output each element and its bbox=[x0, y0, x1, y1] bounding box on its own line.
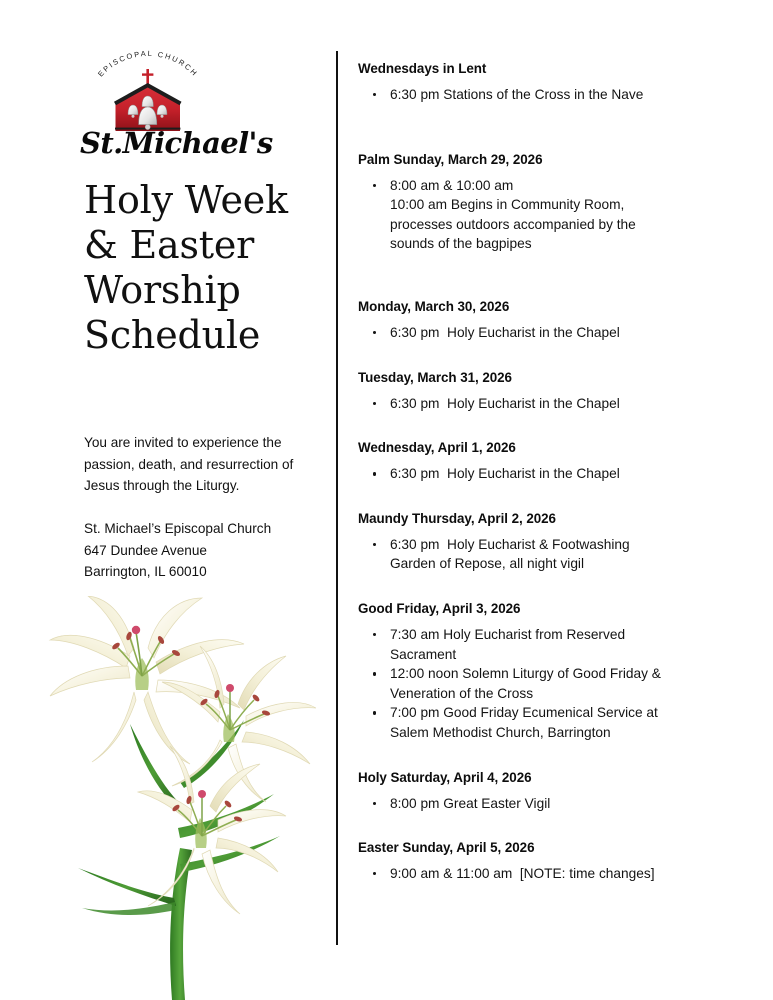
schedule-bullet-list bbox=[358, 394, 698, 414]
church-logo bbox=[78, 48, 273, 166]
schedule-bullet-line: Sacrament bbox=[390, 646, 457, 662]
schedule-bullet-list bbox=[358, 625, 698, 743]
vertical-divider bbox=[336, 51, 338, 945]
schedule-heading: Tuesday, March 31, 2026 bbox=[358, 369, 512, 385]
schedule-heading: Wednesday, April 1, 2026 bbox=[358, 440, 516, 456]
schedule-bullet-list bbox=[358, 323, 698, 343]
schedule-bullet-line: 6:30 pm Holy Eucharist in the Chapel bbox=[390, 324, 620, 340]
cross-icon bbox=[142, 69, 153, 85]
schedule-bullet-list bbox=[358, 464, 698, 484]
schedule-bullet-line: 7:00 pm Good Friday Ecumenical Service at bbox=[390, 705, 658, 721]
schedule-bullet-item bbox=[358, 394, 698, 414]
schedule-bullet-item bbox=[358, 864, 698, 884]
schedule-bullet-item bbox=[358, 176, 698, 254]
title-line-2: & Easter bbox=[84, 223, 255, 267]
schedule-bullet-item bbox=[358, 323, 698, 343]
schedule-bullet-line: 8:00 am & 10:00 am bbox=[390, 177, 514, 193]
schedule-section bbox=[358, 369, 698, 414]
leaf-1b bbox=[82, 902, 175, 915]
schedule-bullet-item bbox=[358, 535, 698, 574]
schedule-heading: Wednesdays in Lent bbox=[358, 61, 487, 76]
schedule-bullet-line: sounds of the bagpipes bbox=[390, 236, 532, 252]
schedule-bullet-item bbox=[358, 703, 698, 742]
schedule-bullet-line: 6:30 pm Holy Eucharist in the Chapel bbox=[390, 466, 620, 482]
title-line-1: Holy Week bbox=[84, 178, 288, 222]
schedule-section bbox=[358, 298, 698, 343]
schedule-bullet-item bbox=[358, 85, 698, 105]
schedule-bullet-line: 7:30 am Holy Eucharist from Reserved bbox=[390, 626, 626, 642]
address-line-3: Barrington, IL 60010 bbox=[84, 564, 207, 579]
schedule-section bbox=[358, 600, 698, 743]
leaf-1 bbox=[78, 868, 176, 906]
schedule-bullet-list bbox=[358, 85, 698, 105]
invitation-text: You are invited to experience the passion, death, and resurrection of Jesus through the Liturgy. bbox=[84, 435, 294, 493]
schedule-heading: Holy Saturday, April 4, 2026 bbox=[358, 769, 532, 785]
logo-mark bbox=[78, 48, 218, 134]
schedule-bullet-line: Garden of Repose, all night vigil bbox=[390, 556, 585, 572]
lily-stem bbox=[170, 848, 192, 1000]
schedule-section bbox=[358, 769, 698, 814]
address-line-1: St. Michael’s Episcopal Church bbox=[84, 521, 272, 536]
schedule-bullet-item bbox=[358, 664, 698, 703]
schedule-heading: Monday, March 30, 2026 bbox=[358, 298, 510, 314]
title-line-4: Schedule bbox=[84, 313, 261, 357]
title-line-3: Worship bbox=[84, 268, 241, 312]
logo-house-icon bbox=[111, 69, 185, 133]
schedule-bullet-line: 6:30 pm Stations of the Cross in the Nave bbox=[390, 87, 644, 102]
schedule-bullet-item bbox=[358, 464, 698, 484]
church-address bbox=[84, 518, 332, 583]
schedule-bullet-line: Salem Methodist Church, Barrington bbox=[390, 724, 611, 740]
schedule-section bbox=[358, 60, 698, 105]
schedule-bullet-list bbox=[358, 864, 698, 884]
schedule-bullet-list bbox=[358, 176, 698, 254]
easter-lily-illustration bbox=[44, 596, 316, 1000]
schedule-column bbox=[358, 60, 698, 884]
schedule-section bbox=[358, 151, 698, 254]
logo-wordmark: St.Michael's bbox=[80, 126, 273, 160]
schedule-bullet-line: 9:00 am & 11:00 am [NOTE: time changes] bbox=[390, 866, 655, 882]
logo-arc-textpath: EPISCOPAL CHURCH bbox=[96, 48, 200, 79]
schedule-section bbox=[358, 510, 698, 574]
schedule-bullet-list bbox=[358, 535, 698, 574]
schedule-section bbox=[358, 439, 698, 484]
page-title bbox=[84, 178, 334, 358]
schedule-bullet-line: Veneration of the Cross bbox=[390, 685, 534, 701]
schedule-heading: Maundy Thursday, April 2, 2026 bbox=[358, 510, 556, 526]
schedule-bullet-line: 12:00 noon Solemn Liturgy of Good Friday & bbox=[390, 666, 661, 682]
schedule-bullet-line: 8:00 pm Great Easter Vigil bbox=[390, 795, 551, 811]
schedule-section bbox=[358, 839, 698, 884]
address-line-2: 647 Dundee Avenue bbox=[84, 542, 207, 558]
schedule-bullet-list bbox=[358, 794, 698, 814]
schedule-bullet-item bbox=[358, 625, 698, 664]
schedule-heading: Good Friday, April 3, 2026 bbox=[358, 600, 521, 616]
left-column bbox=[0, 0, 336, 1000]
schedule-heading: Easter Sunday, April 5, 2026 bbox=[358, 840, 535, 856]
schedule-heading: Palm Sunday, March 29, 2026 bbox=[358, 151, 543, 167]
schedule-bullet-line: 6:30 pm Holy Eucharist in the Chapel bbox=[390, 395, 620, 411]
lily-flower-lower bbox=[138, 746, 286, 914]
schedule-bullet-line: 6:30 pm Holy Eucharist & Footwashing bbox=[390, 536, 630, 552]
schedule-bullet-item bbox=[358, 794, 698, 814]
schedule-bullet-line: 10:00 am Begins in Community Room, bbox=[390, 197, 625, 213]
schedule-bullet-line: processes outdoors accompanied by the bbox=[390, 216, 636, 232]
